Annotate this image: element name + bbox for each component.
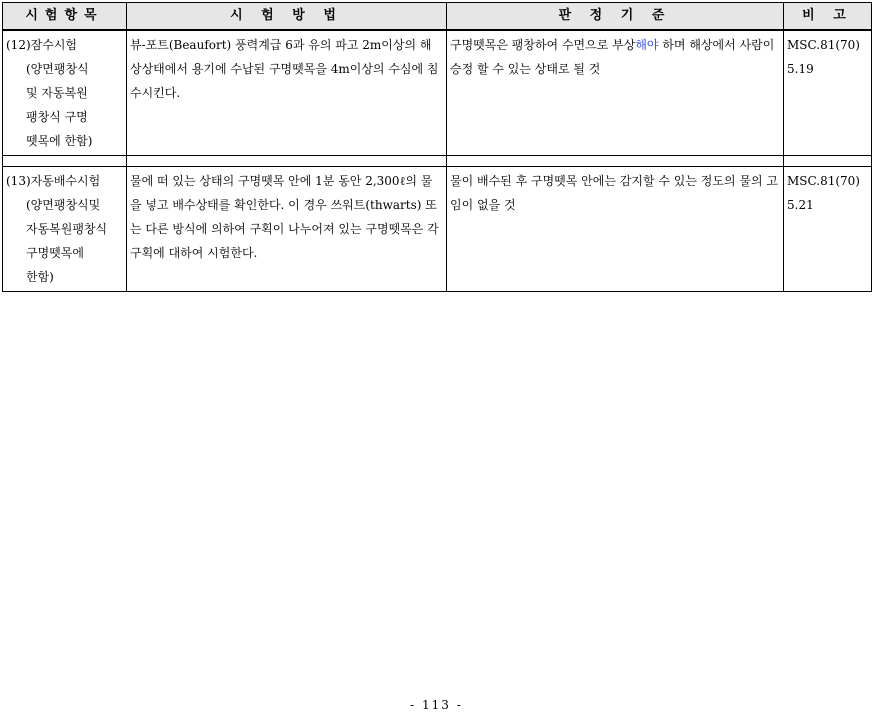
test-item-scope-line: 구명뗏목에	[26, 246, 84, 260]
test-method-cell	[127, 167, 447, 292]
criteria-text-end: 하며 해상에서 사람이 승정 할 수 있는 상태로 될 것	[450, 38, 775, 76]
criteria-text-start: 구명뗏목은 팽창하여 수면으로 부상	[450, 38, 636, 52]
header-test-method: 시 험 방 법	[127, 3, 447, 31]
table-spacer-row	[3, 156, 872, 167]
table-row	[3, 30, 872, 156]
criteria-cell	[447, 30, 784, 156]
test-item-scope-line: 한함)	[26, 270, 54, 284]
remark-reference: MSC.81(70)	[787, 174, 860, 188]
test-method-cell	[127, 30, 447, 156]
criteria-text	[450, 33, 780, 81]
criteria-cell	[447, 167, 784, 292]
test-item-title: (13)자동배수시험	[6, 174, 101, 188]
page-number: - 113 -	[410, 698, 463, 712]
test-item-scope-line: 팽창식 구명	[26, 110, 88, 124]
test-item-cell	[3, 167, 127, 292]
criteria-text: 물이 배수된 후 구명뗏목 안에는 감지할 수 있는 정도의 물의 고임이 없을 것	[450, 174, 778, 212]
remark-cell	[784, 30, 872, 156]
remark-section: 5.19	[787, 62, 814, 76]
remark-section: 5.21	[787, 198, 814, 212]
header-criteria: 판 정 기 준	[447, 3, 784, 31]
test-method-text: 물에 떠 있는 상태의 구명뗏목 안에 1분 동안 2,300ℓ의 물을 넣고 배수상태를 확인한다. 이 경우 쓰워트(thwarts) 또는 다른 방식에 의하여 구획이 나누어져 있는 구명뗏목은 각 구획에 대하여 시험한다.	[130, 174, 439, 260]
test-table	[2, 2, 872, 292]
test-item-scope-line: (양면팽창식	[26, 62, 89, 76]
criteria-highlight: 해야	[635, 38, 659, 52]
test-item-cell	[3, 30, 127, 156]
test-item-scope-line: 자동복원팽창식	[26, 222, 108, 236]
remark-cell	[784, 167, 872, 292]
header-remarks: 비 고	[784, 3, 872, 31]
table-header-row	[3, 3, 872, 31]
test-method-text: 뷰-포트(Beaufort) 풍력계급 6과 유의 파고 2m이상의 해상상태에서 용기에 수납된 구명뗏목을 4m이상의 수심에 침수시킨다.	[130, 38, 439, 100]
test-item-scope-line: (양면팽창식및	[26, 198, 101, 212]
table-row	[3, 167, 872, 292]
test-item-title: (12)잠수시험	[6, 38, 78, 52]
test-item-scope-line: 뗏목에 한함)	[26, 134, 93, 148]
remark-reference: MSC.81(70)	[787, 38, 860, 52]
test-item-scope-line: 및 자동복원	[26, 86, 88, 100]
header-test-item: 시험항목	[3, 3, 127, 31]
